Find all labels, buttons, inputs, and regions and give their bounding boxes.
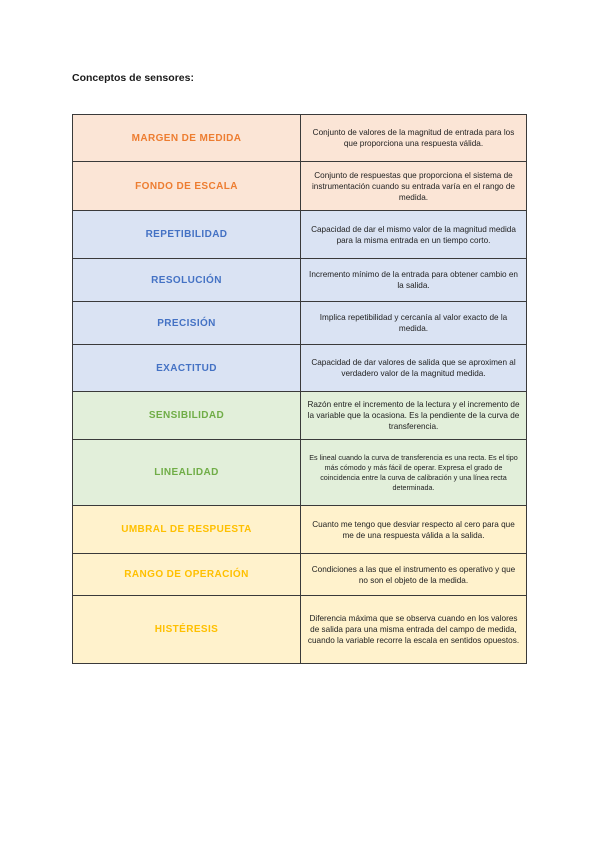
table-row	[73, 440, 527, 506]
term-cell: RESOLUCIÓN	[73, 259, 301, 302]
term-cell: MARGEN DE MEDIDA	[73, 115, 301, 162]
table-row	[73, 554, 527, 596]
table-row	[73, 259, 527, 302]
table-row	[73, 211, 527, 259]
definition-cell: Diferencia máxima que se observa cuando en los valores de salida para una misma entrada del campo de medida, cuando la variable recorre la escala en sentidos opuestos.	[301, 596, 527, 664]
term-cell: RANGO DE OPERACIÓN	[73, 554, 301, 596]
concepts-table	[72, 114, 527, 664]
term-cell: FONDO DE ESCALA	[73, 162, 301, 211]
page-title: Conceptos de sensores:	[72, 72, 194, 84]
term-cell: UMBRAL DE RESPUESTA	[73, 506, 301, 554]
term-cell: REPETIBILIDAD	[73, 211, 301, 259]
definition-cell: Capacidad de dar valores de salida que se aproximen al verdadero valor de la magnitud medida.	[301, 345, 527, 392]
definition-cell: Razón entre el incremento de la lectura y el incremento de la variable que la ocasiona. Es la pendiente de la curva de transferencia.	[301, 392, 527, 440]
table-row	[73, 392, 527, 440]
table-row	[73, 345, 527, 392]
term-cell: LINEALIDAD	[73, 440, 301, 506]
definition-cell: Capacidad de dar el mismo valor de la magnitud medida para la misma entrada en un tiempo corto.	[301, 211, 527, 259]
term-cell: PRECISIÓN	[73, 302, 301, 345]
definition-cell: Condiciones a las que el instrumento es operativo y que no son el objeto de la medida.	[301, 554, 527, 596]
table-row	[73, 115, 527, 162]
definition-cell: Cuanto me tengo que desviar respecto al cero para que me de una respuesta válida a la salida.	[301, 506, 527, 554]
table-row	[73, 506, 527, 554]
concepts-table-body	[73, 115, 527, 664]
definition-cell: Incremento mínimo de la entrada para obtener cambio en la salida.	[301, 259, 527, 302]
definition-cell: Es lineal cuando la curva de transferencia es una recta. Es el tipo más cómodo y más fácil de operar. Expresa el grado de coincidencia entre la curva de calibración y una línea recta determinada.	[301, 440, 527, 506]
definition-cell: Conjunto de valores de la magnitud de entrada para los que proporciona una respuesta válida.	[301, 115, 527, 162]
definition-cell: Implica repetibilidad y cercanía al valor exacto de la medida.	[301, 302, 527, 345]
table-row	[73, 302, 527, 345]
definition-cell: Conjunto de respuestas que proporciona el sistema de instrumentación cuando su entrada varía en el rango de medida.	[301, 162, 527, 211]
table-row	[73, 162, 527, 211]
term-cell: EXACTITUD	[73, 345, 301, 392]
table-row	[73, 596, 527, 664]
term-cell: HISTÉRESIS	[73, 596, 301, 664]
term-cell: SENSIBILIDAD	[73, 392, 301, 440]
